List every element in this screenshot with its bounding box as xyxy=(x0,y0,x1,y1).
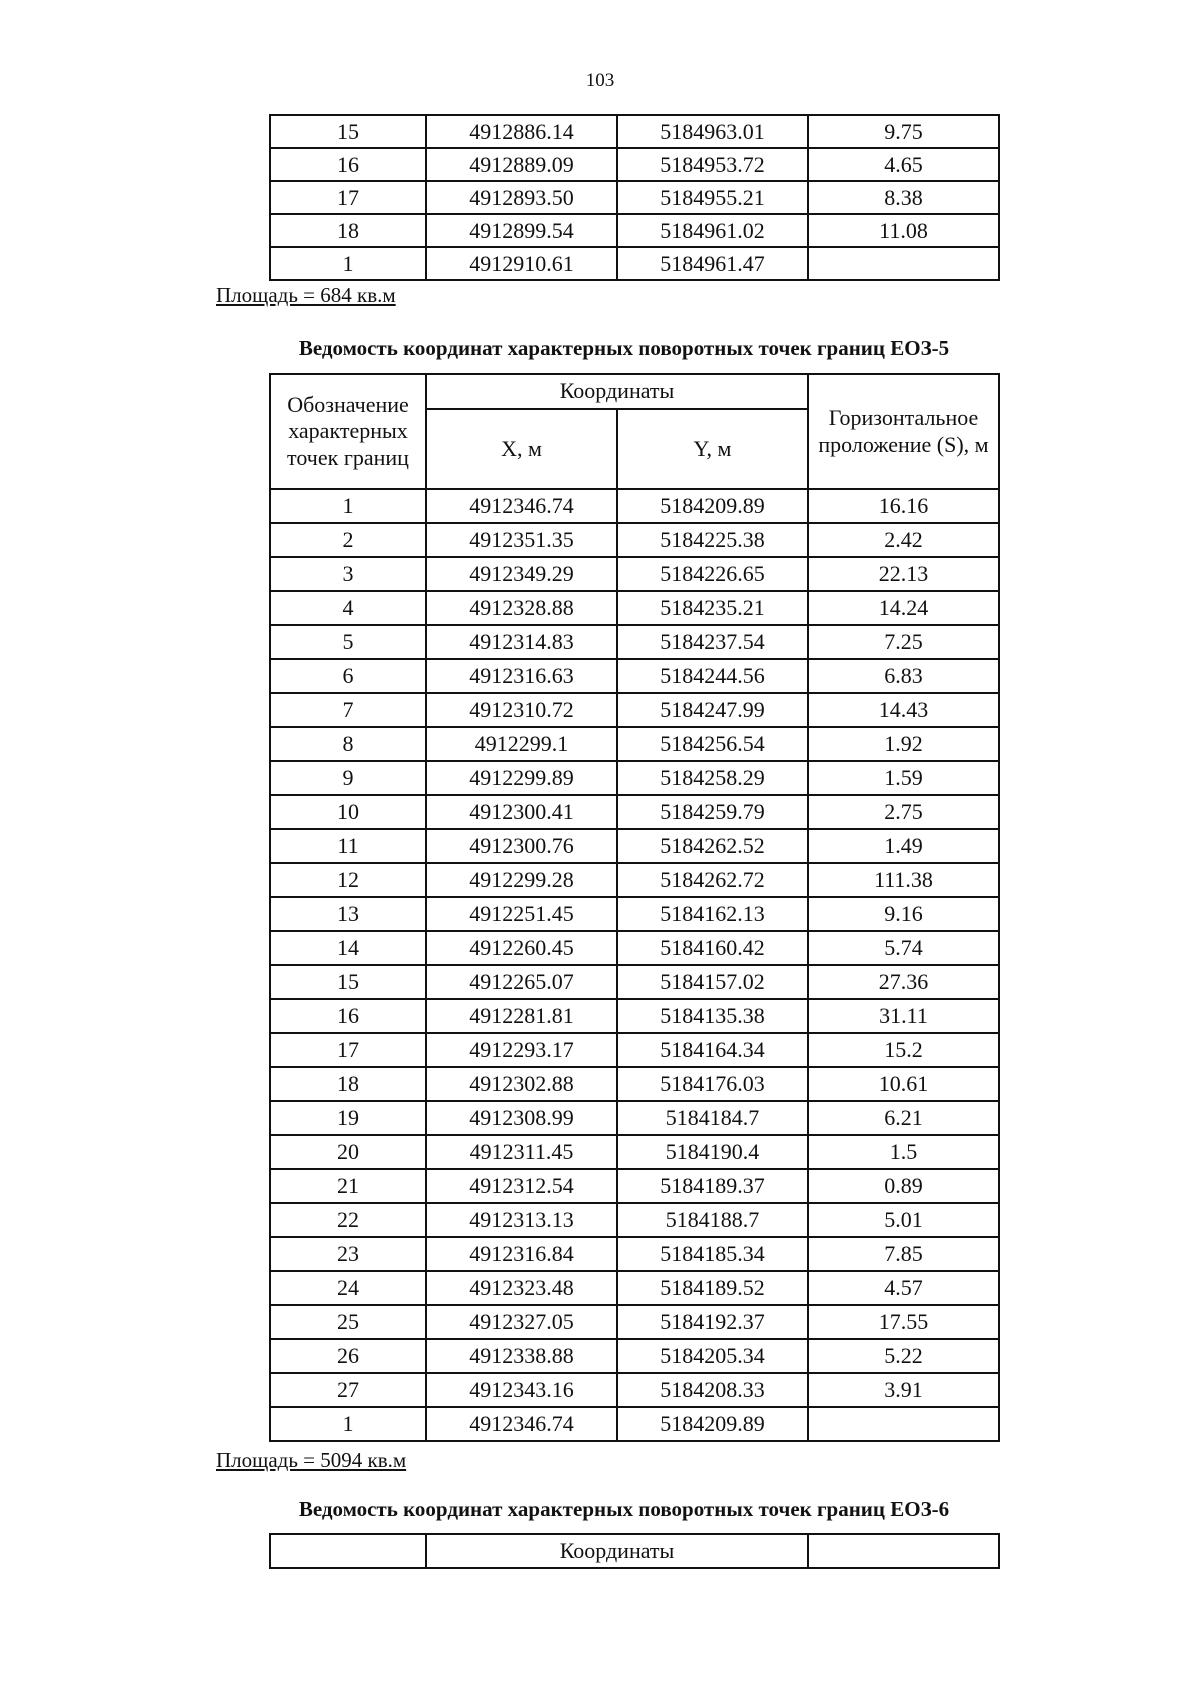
point-number-cell: 18 xyxy=(270,1067,426,1101)
table-row xyxy=(270,1033,999,1067)
distance-cell: 4.57 xyxy=(808,1271,999,1305)
y-coordinate-cell: 5184190.4 xyxy=(617,1135,808,1169)
x-coordinate-cell: 4912910.61 xyxy=(426,247,617,280)
point-number-cell: 16 xyxy=(270,148,426,181)
point-number-cell: 4 xyxy=(270,591,426,625)
distance-cell: 6.21 xyxy=(808,1101,999,1135)
x-coordinate-cell: 4912899.54 xyxy=(426,214,617,247)
table-body xyxy=(270,115,999,280)
table-row xyxy=(270,1067,999,1101)
distance-cell: 5.74 xyxy=(808,931,999,965)
y-coordinate-cell: 5184209.89 xyxy=(617,1407,808,1441)
y-coordinate-cell: 5184237.54 xyxy=(617,625,808,659)
header-distance xyxy=(808,1534,999,1568)
area-label-eoz5: Площадь = 5094 кв.м xyxy=(216,1448,407,1472)
y-coordinate-cell: 5184135.38 xyxy=(617,999,808,1033)
table-row xyxy=(270,727,999,761)
x-coordinate-cell: 4912351.35 xyxy=(426,523,617,557)
point-number-cell: 1 xyxy=(270,247,426,280)
y-coordinate-cell: 5184244.56 xyxy=(617,659,808,693)
coordinates-table-continued xyxy=(269,114,1000,281)
x-coordinate-cell: 4912300.41 xyxy=(426,795,617,829)
table-row xyxy=(270,829,999,863)
table-row xyxy=(270,523,999,557)
x-coordinate-cell: 4912346.74 xyxy=(426,489,617,523)
distance-cell: 4.65 xyxy=(808,148,999,181)
table-row xyxy=(270,999,999,1033)
y-coordinate-cell: 5184162.13 xyxy=(617,897,808,931)
y-coordinate-cell: 5184258.29 xyxy=(617,761,808,795)
x-coordinate-cell: 4912265.07 xyxy=(426,965,617,999)
y-coordinate-cell: 5184185.34 xyxy=(617,1237,808,1271)
distance-cell: 111.38 xyxy=(808,863,999,897)
point-number-cell: 23 xyxy=(270,1237,426,1271)
x-coordinate-cell: 4912886.14 xyxy=(426,115,617,148)
x-coordinate-cell: 4912338.88 xyxy=(426,1339,617,1373)
x-coordinate-cell: 4912260.45 xyxy=(426,931,617,965)
distance-cell: 15.2 xyxy=(808,1033,999,1067)
y-coordinate-cell: 5184189.37 xyxy=(617,1169,808,1203)
y-coordinate-cell: 5184226.65 xyxy=(617,557,808,591)
distance-cell: 14.43 xyxy=(808,693,999,727)
y-coordinate-cell: 5184209.89 xyxy=(617,489,808,523)
point-number-cell: 27 xyxy=(270,1373,426,1407)
distance-cell: 27.36 xyxy=(808,965,999,999)
y-coordinate-cell: 5184184.7 xyxy=(617,1101,808,1135)
y-coordinate-cell: 5184192.37 xyxy=(617,1305,808,1339)
table-row xyxy=(270,1305,999,1339)
table-row xyxy=(270,181,999,214)
x-coordinate-cell: 4912314.83 xyxy=(426,625,617,659)
y-coordinate-cell: 5184256.54 xyxy=(617,727,808,761)
distance-cell: 9.16 xyxy=(808,897,999,931)
distance-cell: 22.13 xyxy=(808,557,999,591)
x-coordinate-cell: 4912893.50 xyxy=(426,181,617,214)
x-coordinate-cell: 4912343.16 xyxy=(426,1373,617,1407)
y-coordinate-cell: 5184205.34 xyxy=(617,1339,808,1373)
distance-cell: 2.42 xyxy=(808,523,999,557)
table-row xyxy=(270,625,999,659)
header-point: Обозначение характерных точек границ xyxy=(270,374,426,489)
point-number-cell: 17 xyxy=(270,1033,426,1067)
distance-cell: 31.11 xyxy=(808,999,999,1033)
distance-cell: 2.75 xyxy=(808,795,999,829)
point-number-cell: 26 xyxy=(270,1339,426,1373)
distance-cell: 7.85 xyxy=(808,1237,999,1271)
point-number-cell: 9 xyxy=(270,761,426,795)
point-number-cell: 24 xyxy=(270,1271,426,1305)
point-number-cell: 1 xyxy=(270,489,426,523)
x-coordinate-cell: 4912302.88 xyxy=(426,1067,617,1101)
x-coordinate-cell: 4912299.89 xyxy=(426,761,617,795)
point-number-cell: 5 xyxy=(270,625,426,659)
y-coordinate-cell: 5184225.38 xyxy=(617,523,808,557)
distance-cell: 8.38 xyxy=(808,181,999,214)
x-coordinate-cell: 4912316.84 xyxy=(426,1237,617,1271)
distance-cell xyxy=(808,1407,999,1441)
point-number-cell: 16 xyxy=(270,999,426,1033)
distance-cell: 1.49 xyxy=(808,829,999,863)
x-coordinate-cell: 4912889.09 xyxy=(426,148,617,181)
point-number-cell: 2 xyxy=(270,523,426,557)
y-coordinate-cell: 5184963.01 xyxy=(617,115,808,148)
point-number-cell: 22 xyxy=(270,1203,426,1237)
x-coordinate-cell: 4912299.1 xyxy=(426,727,617,761)
point-number-cell: 17 xyxy=(270,181,426,214)
table-row xyxy=(270,591,999,625)
x-coordinate-cell: 4912312.54 xyxy=(426,1169,617,1203)
y-coordinate-cell: 5184961.47 xyxy=(617,247,808,280)
table-row xyxy=(270,1373,999,1407)
y-coordinate-cell: 5184164.34 xyxy=(617,1033,808,1067)
x-coordinate-cell: 4912300.76 xyxy=(426,829,617,863)
distance-cell: 6.83 xyxy=(808,659,999,693)
y-coordinate-cell: 5184259.79 xyxy=(617,795,808,829)
y-coordinate-cell: 5184247.99 xyxy=(617,693,808,727)
eoz5-heading: Ведомость координат характерных поворотных точек границ ЕОЗ-5 xyxy=(298,336,950,360)
point-number-cell: 20 xyxy=(270,1135,426,1169)
point-number-cell: 25 xyxy=(270,1305,426,1339)
x-coordinate-cell: 4912299.28 xyxy=(426,863,617,897)
area-label-top: Площадь = 684 кв.м xyxy=(216,283,396,307)
distance-cell: 7.25 xyxy=(808,625,999,659)
x-coordinate-cell: 4912313.13 xyxy=(426,1203,617,1237)
header-coordinates: Координаты xyxy=(426,1534,808,1568)
x-coordinate-cell: 4912327.05 xyxy=(426,1305,617,1339)
x-coordinate-cell: 4912323.48 xyxy=(426,1271,617,1305)
table-row xyxy=(270,1135,999,1169)
distance-cell: 14.24 xyxy=(808,591,999,625)
point-number-cell: 11 xyxy=(270,829,426,863)
table-row xyxy=(270,557,999,591)
distance-cell: 10.61 xyxy=(808,1067,999,1101)
point-number-cell: 1 xyxy=(270,1407,426,1441)
point-number-cell: 7 xyxy=(270,693,426,727)
y-coordinate-cell: 5184953.72 xyxy=(617,148,808,181)
table-row xyxy=(270,795,999,829)
table-row xyxy=(270,1101,999,1135)
distance-cell: 16.16 xyxy=(808,489,999,523)
header-y: Y, м xyxy=(617,409,808,489)
y-coordinate-cell: 5184235.21 xyxy=(617,591,808,625)
page-number: 103 xyxy=(585,70,615,91)
coordinates-table-eoz5 xyxy=(269,373,1000,1442)
table-row xyxy=(270,214,999,247)
distance-cell: 5.01 xyxy=(808,1203,999,1237)
distance-cell: 9.75 xyxy=(808,115,999,148)
x-coordinate-cell: 4912311.45 xyxy=(426,1135,617,1169)
x-coordinate-cell: 4912349.29 xyxy=(426,557,617,591)
table-row xyxy=(270,1203,999,1237)
table-row xyxy=(270,863,999,897)
point-number-cell: 21 xyxy=(270,1169,426,1203)
distance-cell: 1.5 xyxy=(808,1135,999,1169)
x-coordinate-cell: 4912308.99 xyxy=(426,1101,617,1135)
point-number-cell: 8 xyxy=(270,727,426,761)
point-number-cell: 13 xyxy=(270,897,426,931)
x-coordinate-cell: 4912251.45 xyxy=(426,897,617,931)
table-row xyxy=(270,761,999,795)
distance-cell xyxy=(808,247,999,280)
point-number-cell: 6 xyxy=(270,659,426,693)
distance-cell: 1.92 xyxy=(808,727,999,761)
distance-cell: 3.91 xyxy=(808,1373,999,1407)
table-row xyxy=(270,693,999,727)
distance-cell: 1.59 xyxy=(808,761,999,795)
table-row xyxy=(270,247,999,280)
distance-cell: 0.89 xyxy=(808,1169,999,1203)
x-coordinate-cell: 4912310.72 xyxy=(426,693,617,727)
table-row xyxy=(270,1169,999,1203)
table-row xyxy=(270,1407,999,1441)
table-row xyxy=(270,489,999,523)
x-coordinate-cell: 4912316.63 xyxy=(426,659,617,693)
table-row xyxy=(270,965,999,999)
point-number-cell: 3 xyxy=(270,557,426,591)
point-number-cell: 14 xyxy=(270,931,426,965)
y-coordinate-cell: 5184262.52 xyxy=(617,829,808,863)
point-number-cell: 10 xyxy=(270,795,426,829)
y-coordinate-cell: 5184189.52 xyxy=(617,1271,808,1305)
x-coordinate-cell: 4912346.74 xyxy=(426,1407,617,1441)
coordinates-table-eoz6 xyxy=(269,1533,1000,1569)
header-coordinates: Координаты xyxy=(426,374,808,409)
table-row xyxy=(270,115,999,148)
table-row xyxy=(270,931,999,965)
point-number-cell: 15 xyxy=(270,115,426,148)
distance-cell: 5.22 xyxy=(808,1339,999,1373)
table-row xyxy=(270,1339,999,1373)
eoz6-heading: Ведомость координат характерных поворотных точек границ ЕОЗ-6 xyxy=(298,1497,950,1521)
header-point xyxy=(270,1534,426,1568)
x-coordinate-cell: 4912281.81 xyxy=(426,999,617,1033)
distance-cell: 17.55 xyxy=(808,1305,999,1339)
table-row xyxy=(270,1271,999,1305)
y-coordinate-cell: 5184955.21 xyxy=(617,181,808,214)
y-coordinate-cell: 5184176.03 xyxy=(617,1067,808,1101)
y-coordinate-cell: 5184262.72 xyxy=(617,863,808,897)
x-coordinate-cell: 4912328.88 xyxy=(426,591,617,625)
table-row xyxy=(270,148,999,181)
point-number-cell: 19 xyxy=(270,1101,426,1135)
y-coordinate-cell: 5184160.42 xyxy=(617,931,808,965)
point-number-cell: 18 xyxy=(270,214,426,247)
distance-cell: 11.08 xyxy=(808,214,999,247)
table-row xyxy=(270,659,999,693)
table-row xyxy=(270,1237,999,1271)
table-body xyxy=(270,489,999,1441)
table-row xyxy=(270,897,999,931)
y-coordinate-cell: 5184188.7 xyxy=(617,1203,808,1237)
point-number-cell: 15 xyxy=(270,965,426,999)
header-distance: Горизонтальное проложение (S), м xyxy=(808,374,999,489)
point-number-cell: 12 xyxy=(270,863,426,897)
y-coordinate-cell: 5184961.02 xyxy=(617,214,808,247)
header-x: X, м xyxy=(426,409,617,489)
y-coordinate-cell: 5184157.02 xyxy=(617,965,808,999)
x-coordinate-cell: 4912293.17 xyxy=(426,1033,617,1067)
y-coordinate-cell: 5184208.33 xyxy=(617,1373,808,1407)
